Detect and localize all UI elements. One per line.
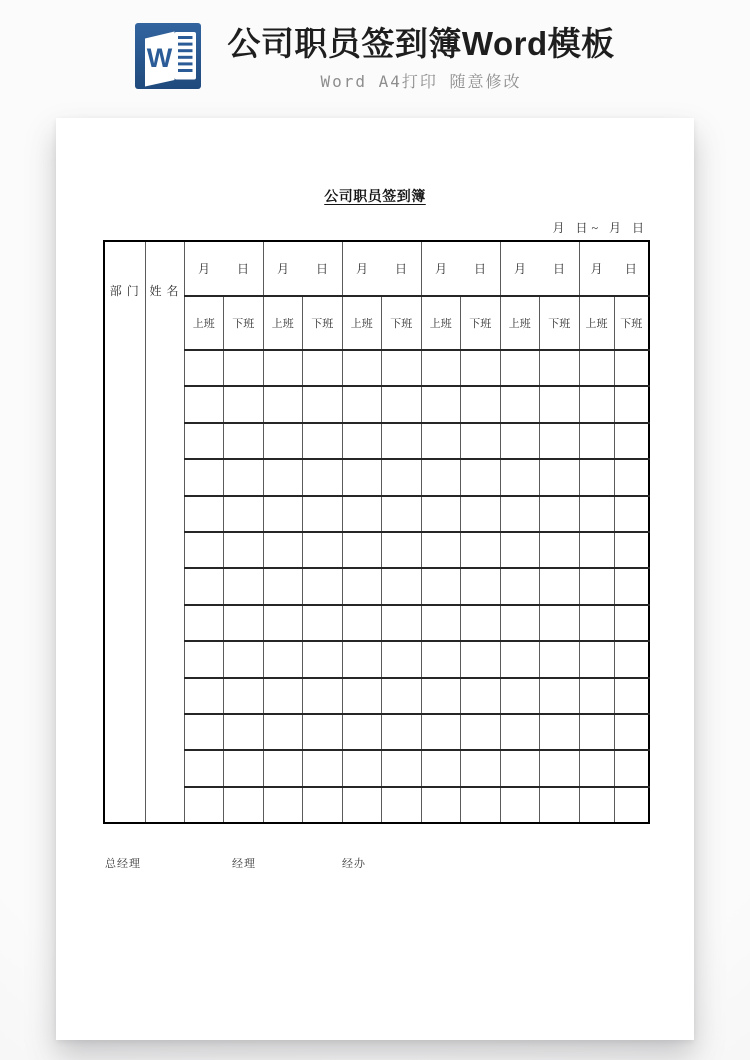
- header-label: 月: [276, 262, 289, 276]
- header-label: 月: [197, 262, 210, 276]
- signin-cell: [303, 787, 343, 823]
- signin-cell: [263, 605, 303, 641]
- table-row: [104, 787, 649, 823]
- signin-cell: [421, 678, 461, 714]
- header-label: 月: [513, 262, 526, 276]
- shift-on-header: 上班: [184, 296, 224, 350]
- signin-cell: [342, 787, 382, 823]
- signin-cell: [184, 750, 224, 786]
- signin-cell: [421, 568, 461, 604]
- signin-cell: [614, 568, 649, 604]
- signin-cell: [303, 605, 343, 641]
- header-label: 月: [355, 262, 368, 276]
- table-row: [104, 386, 649, 422]
- signin-cell: [184, 568, 224, 604]
- signin-cell: [224, 496, 264, 532]
- signin-cell: [184, 641, 224, 677]
- signin-cell: [579, 532, 614, 568]
- signin-cell: [224, 678, 264, 714]
- signin-cell: [579, 496, 614, 532]
- signin-cell: [342, 386, 382, 422]
- signin-cell: [421, 750, 461, 786]
- signin-cell: [579, 605, 614, 641]
- signin-cell: [579, 641, 614, 677]
- signin-cell: [342, 714, 382, 750]
- signin-cell: [500, 678, 540, 714]
- signin-cell: [540, 350, 580, 386]
- signin-cell: [540, 459, 580, 495]
- header-label: 日: [394, 262, 407, 276]
- signin-cell: [421, 423, 461, 459]
- table-row: [104, 714, 649, 750]
- signin-cell: [224, 532, 264, 568]
- signin-cell: [461, 641, 501, 677]
- shift-on-header: 上班: [579, 296, 614, 350]
- table-row: [104, 350, 649, 386]
- signin-cell: [382, 459, 422, 495]
- signin-cell: [184, 386, 224, 422]
- banner-title: 公司职员签到簿Word模板: [227, 24, 615, 62]
- signin-cell: [500, 532, 540, 568]
- signin-cell: [342, 496, 382, 532]
- document-page: [56, 118, 694, 1040]
- signin-cell: [224, 568, 264, 604]
- signin-cell: [382, 423, 422, 459]
- signin-cell: [614, 423, 649, 459]
- signin-cell: [540, 532, 580, 568]
- table-row: [104, 568, 649, 604]
- signin-cell: [303, 678, 343, 714]
- signin-cell: [263, 496, 303, 532]
- signin-cell: [540, 714, 580, 750]
- signin-cell: [224, 787, 264, 823]
- signin-cell: [421, 605, 461, 641]
- signin-cell: [461, 532, 501, 568]
- signin-cell: [500, 568, 540, 604]
- signature-handler: 经办: [342, 858, 366, 870]
- table-row: [104, 532, 649, 568]
- table-row: [104, 605, 649, 641]
- signin-cell: [263, 750, 303, 786]
- signature-manager: 经理: [232, 858, 256, 870]
- signin-cell: [579, 459, 614, 495]
- shift-off-header: 下班: [461, 296, 501, 350]
- signin-cell: [500, 605, 540, 641]
- signin-cell: [303, 568, 343, 604]
- signin-cell: [382, 750, 422, 786]
- banner-text: [227, 25, 614, 92]
- signin-cell: [500, 641, 540, 677]
- signin-cell: [614, 386, 649, 422]
- signin-cell: [540, 605, 580, 641]
- shift-on-header: 上班: [421, 296, 461, 350]
- signin-cell: [303, 350, 343, 386]
- signin-cell: [224, 459, 264, 495]
- signin-cell: [382, 641, 422, 677]
- signin-cell: [614, 678, 649, 714]
- signin-cell: [263, 787, 303, 823]
- signin-cell: [342, 605, 382, 641]
- month-day-header: [342, 241, 421, 296]
- signin-cell: [303, 532, 343, 568]
- signin-cell: [382, 605, 422, 641]
- signin-cell: [421, 459, 461, 495]
- signin-cell: [263, 714, 303, 750]
- signin-cell: [184, 787, 224, 823]
- signin-cell: [500, 386, 540, 422]
- signin-cell: [263, 641, 303, 677]
- signin-cell: [461, 496, 501, 532]
- signin-cell: [342, 459, 382, 495]
- signin-cell: [579, 678, 614, 714]
- shift-off-header: 下班: [614, 296, 649, 350]
- signin-cell: [579, 568, 614, 604]
- signin-cell: [303, 386, 343, 422]
- signin-cell: [614, 532, 649, 568]
- month-day-header: [184, 241, 263, 296]
- signin-cell: [500, 787, 540, 823]
- signin-cell: [263, 678, 303, 714]
- date-range: 月 日~ 月 日: [552, 221, 648, 235]
- shift-on-header: 上班: [263, 296, 303, 350]
- signature-line: [56, 855, 694, 875]
- signin-cell: [263, 532, 303, 568]
- signin-cell: [382, 787, 422, 823]
- signin-cell: [342, 350, 382, 386]
- signin-cell: [184, 605, 224, 641]
- table-row: [104, 496, 649, 532]
- signin-cell: [184, 423, 224, 459]
- signin-cell: [342, 532, 382, 568]
- signin-cell: [382, 532, 422, 568]
- signature-general-manager: 总经理: [105, 858, 141, 870]
- signin-cell: [303, 496, 343, 532]
- signin-cell: [224, 605, 264, 641]
- month-day-header: [263, 241, 342, 296]
- header-row-months: [104, 241, 649, 296]
- word-icon-letter: W: [147, 43, 173, 73]
- header-label: 日: [473, 262, 486, 276]
- signin-cell: [303, 714, 343, 750]
- signin-cell: [224, 750, 264, 786]
- signin-cell: [263, 423, 303, 459]
- header-row-shifts: [104, 296, 649, 350]
- signin-cell: [540, 568, 580, 604]
- signin-cell: [184, 459, 224, 495]
- shift-off-header: 下班: [224, 296, 264, 350]
- table-row: [104, 459, 649, 495]
- signin-cell: [461, 459, 501, 495]
- month-day-header: [500, 241, 579, 296]
- signin-cell: [303, 641, 343, 677]
- signin-cell: [342, 423, 382, 459]
- signin-cell: [614, 641, 649, 677]
- signin-cell: [614, 459, 649, 495]
- signin-cell: [224, 350, 264, 386]
- signin-cell: [540, 496, 580, 532]
- shift-off-header: 下班: [540, 296, 580, 350]
- signin-cell: [540, 787, 580, 823]
- signin-cell: [382, 496, 422, 532]
- signin-cell: [382, 678, 422, 714]
- signin-cell: [614, 750, 649, 786]
- header-label: 日: [236, 262, 249, 276]
- signin-cell: [500, 423, 540, 459]
- signin-cell: [224, 641, 264, 677]
- signin-cell: [342, 750, 382, 786]
- signin-cell: [421, 386, 461, 422]
- signin-cell: [461, 714, 501, 750]
- signin-cell: [614, 496, 649, 532]
- signin-cell: [579, 350, 614, 386]
- signin-cell: [263, 459, 303, 495]
- signin-cell: [461, 787, 501, 823]
- template-banner: [0, 0, 750, 116]
- signin-cell: [540, 750, 580, 786]
- month-day-header: [421, 241, 500, 296]
- signin-cell: [342, 568, 382, 604]
- signin-cell: [224, 386, 264, 422]
- signin-cell: [382, 714, 422, 750]
- signin-cell: [540, 678, 580, 714]
- signin-cell: [224, 714, 264, 750]
- signin-cell: [579, 714, 614, 750]
- signin-cell: [184, 350, 224, 386]
- signin-cell: [421, 641, 461, 677]
- name-column-header: 姓 名: [145, 241, 184, 823]
- signin-cell: [421, 714, 461, 750]
- signin-cell: [579, 750, 614, 786]
- signin-cell: [184, 496, 224, 532]
- signin-cell: [184, 678, 224, 714]
- signin-cell: [461, 350, 501, 386]
- signin-cell: [342, 678, 382, 714]
- signin-cell: [461, 678, 501, 714]
- signin-cell: [224, 423, 264, 459]
- signin-cell: [500, 350, 540, 386]
- signin-cell: [461, 386, 501, 422]
- header-label: 日: [624, 262, 637, 276]
- signin-cell: [461, 568, 501, 604]
- month-day-header: [579, 241, 649, 296]
- signin-cell: [382, 568, 422, 604]
- header-label: 月: [590, 262, 603, 276]
- shift-off-header: 下班: [382, 296, 422, 350]
- signin-table: [103, 240, 650, 824]
- signin-cell: [421, 532, 461, 568]
- signin-cell: [500, 459, 540, 495]
- department-column-header: 部 门: [104, 241, 145, 823]
- signin-cell: [303, 750, 343, 786]
- header-label: 日: [552, 262, 565, 276]
- signin-cell: [540, 641, 580, 677]
- table-row: [104, 678, 649, 714]
- signin-cell: [184, 714, 224, 750]
- shift-on-header: 上班: [500, 296, 540, 350]
- signin-cell: [614, 350, 649, 386]
- signin-cell: [421, 496, 461, 532]
- signin-cell: [461, 605, 501, 641]
- document-title: 公司职员签到簿: [324, 188, 426, 204]
- signin-cell: [303, 423, 343, 459]
- signin-cell: [579, 787, 614, 823]
- signin-cell: [579, 386, 614, 422]
- signin-cell: [614, 605, 649, 641]
- word-icon: [135, 23, 201, 89]
- signin-cell: [303, 459, 343, 495]
- table-row: [104, 750, 649, 786]
- signin-cell: [263, 386, 303, 422]
- signin-cell: [263, 568, 303, 604]
- signin-cell: [461, 750, 501, 786]
- signin-cell: [421, 787, 461, 823]
- signin-cell: [540, 386, 580, 422]
- signin-cell: [461, 423, 501, 459]
- table-row: [104, 423, 649, 459]
- banner-subtitle: Word A4打印 随意修改: [320, 71, 522, 91]
- signin-cell: [342, 641, 382, 677]
- signin-cell: [500, 750, 540, 786]
- signin-cell: [500, 496, 540, 532]
- signin-cell: [184, 532, 224, 568]
- header-label: 月: [434, 262, 447, 276]
- signin-cell: [263, 350, 303, 386]
- signin-cell: [614, 714, 649, 750]
- shift-on-header: 上班: [342, 296, 382, 350]
- signin-cell: [382, 350, 422, 386]
- signin-cell: [500, 714, 540, 750]
- signin-cell: [421, 350, 461, 386]
- shift-off-header: 下班: [303, 296, 343, 350]
- header-label: 日: [315, 262, 328, 276]
- signin-cell: [614, 787, 649, 823]
- signin-cell: [579, 423, 614, 459]
- signin-cell: [382, 386, 422, 422]
- table-row: [104, 641, 649, 677]
- signin-cell: [540, 423, 580, 459]
